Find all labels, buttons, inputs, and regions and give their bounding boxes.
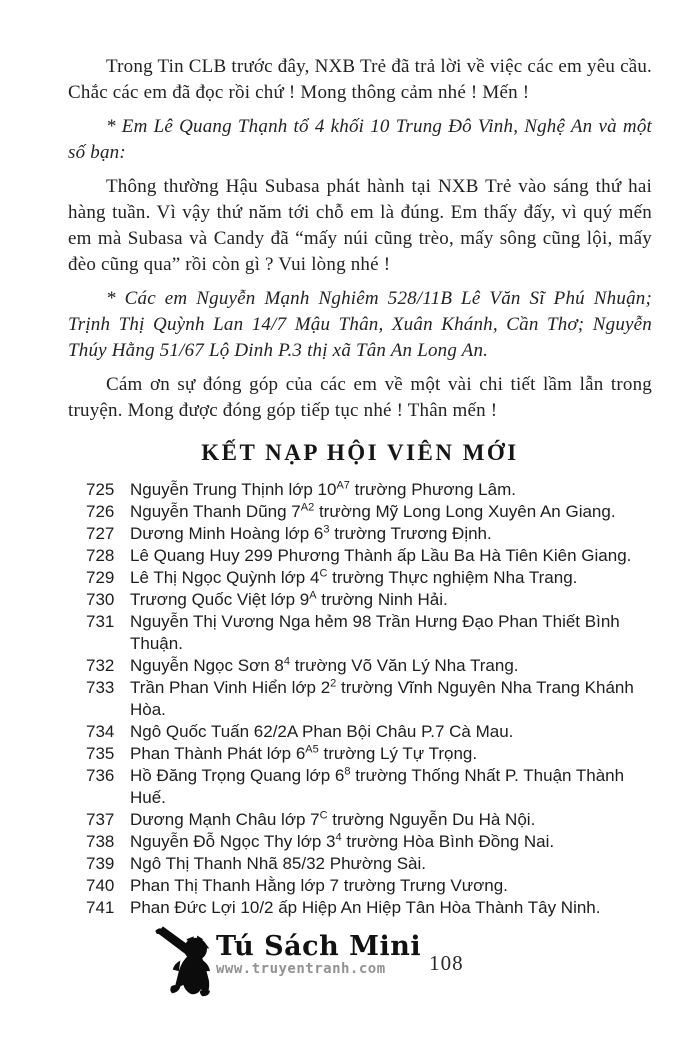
member-rest: trường Ninh Hải.: [316, 590, 448, 609]
member-class-sup: 8: [344, 765, 351, 778]
member-name-part: Dương Minh Hoàng lớp 6: [130, 524, 324, 543]
member-row: [86, 589, 652, 611]
member-row: [86, 853, 652, 875]
member-list: [86, 479, 652, 919]
member-name-part: Trần Phan Vinh Hiển lớp 2: [130, 678, 331, 697]
member-name-part: Phan Thị Thanh Hằng lớp 7 trường Trưng Vương.: [130, 876, 508, 895]
member-class-sup: 4: [335, 831, 342, 844]
member-row: [86, 501, 652, 523]
member-number: 740: [86, 876, 115, 895]
member-rest: trường Thực nghiệm Nha Trang.: [327, 568, 578, 587]
member-name-part: Lê Thị Ngọc Quỳnh lớp 4: [130, 568, 320, 587]
member-class-sup: 4: [283, 655, 290, 668]
section-heading-new-members: KẾT NẠP HỘI VIÊN MỚI: [201, 440, 519, 465]
member-number: 733: [86, 678, 115, 697]
member-number: 741: [86, 898, 115, 917]
member-class-sup: 3: [323, 523, 330, 536]
member-number: 730: [86, 590, 115, 609]
member-class-sup: A7: [336, 479, 350, 492]
page-number: 108: [429, 951, 464, 975]
reader-note-1: * Em Lê Quang Thạnh tổ 4 khối 10 Trung Đô Vinh, Nghệ An và một số bạn:: [68, 116, 652, 163]
member-row: [86, 765, 652, 809]
member-class-sup: C: [319, 809, 328, 822]
member-class-sup: A2: [300, 501, 315, 514]
member-rest: trường Mỹ Long Long Xuyên An Giang.: [314, 502, 616, 521]
member-rest: trường Nguyễn Du Hà Nội.: [327, 810, 536, 829]
member-rest: trường Trương Định.: [329, 524, 492, 543]
member-class-sup: A5: [305, 743, 319, 756]
member-number: 725: [86, 480, 115, 499]
member-number: 727: [86, 524, 115, 543]
member-name-part: Lê Quang Huy 299 Phương Thành ấp Lầu Ba Hà Tiên Kiên Giang.: [130, 546, 632, 565]
member-row: [86, 743, 652, 765]
member-class-sup: A: [309, 589, 317, 602]
member-name-part: Dương Mạnh Châu lớp 7: [130, 810, 320, 829]
member-row: [86, 831, 652, 853]
member-row: [86, 721, 652, 743]
paragraph-intro: Trong Tin CLB trước đây, NXB Trẻ đã trả lời về việc các em yêu cầu. Chắc các em đã đọc rồi chứ ! Mong thông cảm nhé ! Mến !: [68, 56, 652, 103]
member-name-part: Ngô Thị Thanh Nhã 85/32 Phường Sài.: [130, 854, 426, 873]
paragraph-thanks: Cám ơn sự đóng góp của các em về một vài chi tiết lầm lẫn trong truyện. Mong được đóng góp tiếp tục nhé ! Thân mến !: [68, 374, 652, 421]
member-name-part: Trương Quốc Việt lớp 9: [130, 590, 310, 609]
member-name-part: Nguyễn Thanh Dũng 7: [130, 502, 301, 521]
member-class-sup: 2: [330, 677, 337, 690]
member-row: [86, 875, 652, 897]
member-number: 728: [86, 546, 115, 565]
paragraph-reply: Thông thường Hậu Subasa phát hành tại NXB Trẻ vào sáng thứ hai hàng tuần. Vì vậy thứ năm tới chỗ em là đúng. Em thấy đấy, vì quý mến em mà Subasa và Candy đã “mấy núi cũng trèo, mấy sông cũng lội, mấy đèo cũng qua” rồi còn gì ? Vui lòng nhé !: [68, 176, 652, 275]
brand-name: Tú Sách Mini: [216, 931, 422, 962]
member-row: [86, 479, 652, 501]
member-number: 739: [86, 854, 115, 873]
member-number: 736: [86, 766, 115, 785]
member-class-sup: C: [319, 567, 328, 580]
member-rest: trường Phương Lâm.: [349, 480, 516, 499]
reader-note-2: * Các em Nguyễn Mạnh Nghiêm 528/11B Lê Văn Sĩ Phú Nhuận; Trịnh Thị Quỳnh Lan 14/7 Mậu Thân, Xuân Khánh, Cần Thơ; Nguyễn Thúy Hằng 51/67 Lộ Dinh P.3 thị xã Tân An Long An.: [68, 288, 652, 361]
member-row: [86, 567, 652, 589]
member-number: 738: [86, 832, 115, 851]
member-row: [86, 655, 652, 677]
member-row: [86, 897, 652, 919]
member-number: 732: [86, 656, 115, 675]
member-rest: trường Lý Tự Trọng.: [318, 744, 478, 763]
member-row: [86, 677, 652, 721]
member-row: [86, 523, 652, 545]
member-rest: trường Hòa Bình Đồng Nai.: [341, 832, 555, 851]
member-name-part: Nguyễn Trung Thịnh lớp 10: [130, 480, 337, 499]
member-name-part: Hồ Đăng Trọng Quang lớp 6: [130, 766, 345, 785]
member-rest: trường Thống Nhất P. Thuận Thành Huế.: [130, 766, 625, 807]
member-number: 737: [86, 810, 115, 829]
member-rest: trường Võ Văn Lý Nha Trang.: [289, 656, 519, 675]
member-name-part: Ngô Quốc Tuấn 62/2A Phan Bội Châu P.7 Cà Mau.: [130, 722, 514, 741]
member-name-part: Nguyễn Thị Vương Nga hẻm 98 Trần Hưng Đạo Phan Thiết Bình Thuận.: [130, 612, 620, 653]
member-row: [86, 611, 652, 655]
member-number: 735: [86, 744, 115, 763]
member-number: 726: [86, 502, 115, 521]
member-row: [86, 809, 652, 831]
member-number: 731: [86, 612, 115, 631]
publisher-footer: [152, 921, 652, 999]
member-name-part: Nguyễn Đỗ Ngọc Thy lớp 3: [130, 832, 336, 851]
member-name-part: Phan Thành Phát lớp 6: [130, 744, 306, 763]
brand-url: www.truyentranh.com: [216, 961, 386, 977]
member-rest: trường Vĩnh Nguyên Nha Trang Khánh Hòa.: [130, 678, 634, 719]
brand-block: [216, 921, 421, 978]
member-row: [86, 545, 652, 567]
member-name-part: Phan Đức Lợi 10/2 ấp Hiệp An Hiệp Tân Hòa Thành Tây Ninh.: [130, 898, 601, 917]
member-name-part: Nguyễn Ngọc Sơn 8: [130, 656, 284, 675]
member-number: 729: [86, 568, 115, 587]
member-number: 734: [86, 722, 115, 741]
